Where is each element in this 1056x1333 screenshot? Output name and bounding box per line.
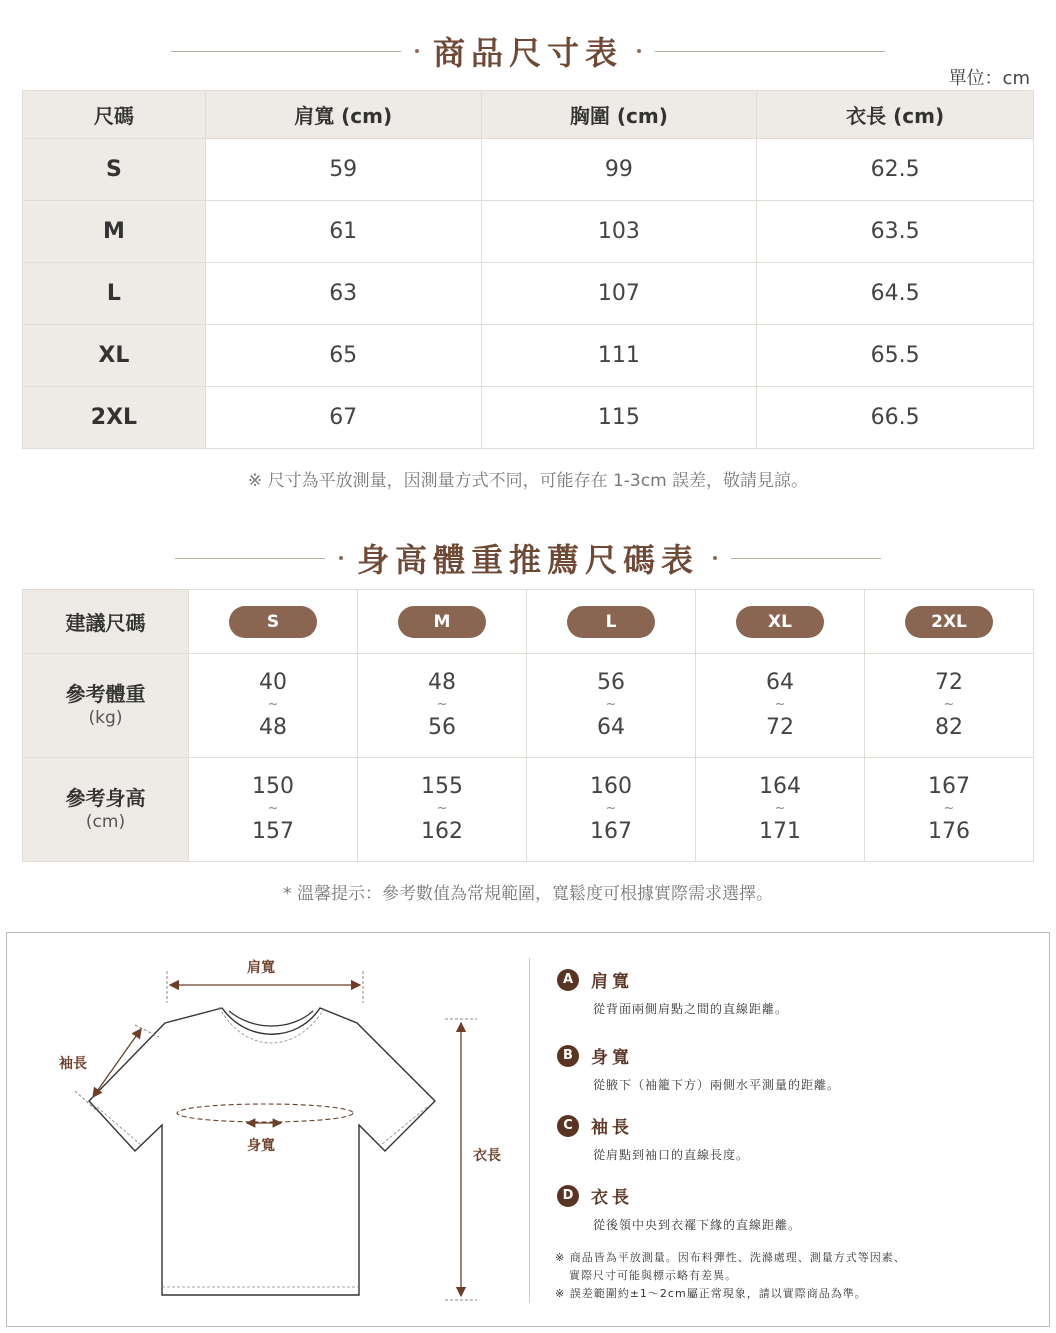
fine-print-line: 實際尺寸可能與標示略有差異。 [569, 1269, 737, 1282]
measure-name: 身寬 [591, 1048, 633, 1068]
height-label-cell [23, 758, 189, 862]
recommend-chart-title: 身高體重推薦尺碼表 [356, 541, 699, 579]
fine-print-line: ※ 誤差範圍約±1～2cm屬正常現象，請以實際商品為準。 [555, 1287, 867, 1300]
range-max: 56 [428, 715, 456, 740]
range-tilde: ~ [267, 697, 279, 712]
range-max: 82 [935, 715, 963, 740]
table-row [23, 387, 1034, 449]
label-sleeve: 袖長 [59, 1056, 87, 1072]
height-range [527, 758, 696, 862]
size-chart-title: 商品尺寸表 [432, 34, 623, 72]
header-size: 尺碼 [23, 91, 206, 139]
height-range [696, 758, 865, 862]
diagram-divider [529, 958, 530, 1303]
cell-shoulder: 65 [205, 325, 481, 387]
size-table [22, 90, 1034, 449]
cell-shoulder: 61 [205, 201, 481, 263]
size-cell [527, 590, 696, 654]
range-max: 48 [259, 715, 287, 740]
cell-shoulder: 59 [205, 139, 481, 201]
range-tilde: ~ [267, 801, 279, 816]
table-row [23, 263, 1034, 325]
measure-desc: 從腋下（袖籠下方）兩側水平測量的距離。 [593, 1078, 841, 1092]
size-pill-l: L [567, 606, 655, 638]
cell-shoulder: 63 [205, 263, 481, 325]
title-dot-left [415, 49, 419, 53]
label-chest: 身寬 [247, 1138, 275, 1154]
measure-name: 肩寬 [591, 972, 633, 992]
cell-chest: 111 [481, 325, 757, 387]
range-max: 72 [766, 715, 794, 740]
weight-label: 參考體重 [65, 682, 146, 706]
range-max: 64 [597, 715, 625, 740]
weight-unit: (kg) [88, 708, 123, 728]
weight-range [527, 654, 696, 758]
range-min: 64 [766, 670, 794, 695]
tshirt-collar [229, 1011, 313, 1026]
size-pill-2xl: 2XL [905, 606, 993, 638]
cell-length: 64.5 [757, 263, 1034, 325]
range-max: 167 [590, 819, 632, 844]
title-rule-right [655, 51, 885, 52]
size-pill-s: S [229, 606, 317, 638]
sleeve-guide-top [135, 1025, 159, 1037]
height-row [23, 758, 1034, 862]
range-tilde: ~ [436, 801, 448, 816]
weight-label-cell [23, 654, 189, 758]
table-row [23, 325, 1034, 387]
title-dot-right [637, 49, 641, 53]
badge-a: A [557, 969, 579, 991]
measure-head [557, 1043, 997, 1068]
cell-chest: 107 [481, 263, 757, 325]
range-tilde: ~ [774, 697, 786, 712]
measure-head [557, 1113, 997, 1138]
cell-chest: 99 [481, 139, 757, 201]
range-tilde: ~ [605, 801, 617, 816]
label-shoulder: 肩寬 [247, 960, 275, 976]
row-size: S [23, 139, 206, 201]
range-min: 160 [590, 774, 632, 799]
range-min: 164 [759, 774, 801, 799]
title-rule-left [175, 558, 325, 559]
title-dot-left [339, 556, 343, 560]
measure-item-length [557, 1183, 997, 1233]
range-min: 150 [252, 774, 294, 799]
table-row [23, 139, 1034, 201]
title-dot-right [713, 556, 717, 560]
range-max: 171 [759, 819, 801, 844]
size-chart-title-row [0, 28, 1056, 74]
size-pill-xl: XL [736, 606, 824, 638]
measure-head [557, 1183, 997, 1208]
recommend-size-label: 建議尺碼 [23, 590, 189, 654]
size-cell [696, 590, 865, 654]
size-table-header [23, 91, 1034, 139]
title-rule-left [171, 51, 401, 52]
range-max: 162 [421, 819, 463, 844]
recommend-chart-title-row [0, 535, 1056, 581]
height-unit: (cm) [85, 812, 126, 832]
badge-d: D [557, 1185, 579, 1207]
row-size: M [23, 201, 206, 263]
size-chart-note: ※ 尺寸為平放測量，因測量方式不同，可能存在 1-3cm 誤差，敬請見諒。 [247, 471, 809, 491]
weight-range [865, 654, 1034, 758]
row-size: 2XL [23, 387, 206, 449]
cell-chest: 115 [481, 387, 757, 449]
range-tilde: ~ [774, 801, 786, 816]
size-cell [189, 590, 358, 654]
range-max: 176 [928, 819, 970, 844]
weight-range [358, 654, 527, 758]
range-min: 167 [928, 774, 970, 799]
unit-label: 單位：cm [948, 68, 1030, 89]
measure-name: 袖長 [591, 1118, 633, 1138]
range-min: 48 [428, 670, 456, 695]
range-tilde: ~ [943, 697, 955, 712]
range-max: 157 [252, 819, 294, 844]
cell-length: 66.5 [757, 387, 1034, 449]
cell-length: 65.5 [757, 325, 1034, 387]
tshirt-diagram [7, 933, 529, 1328]
range-min: 40 [259, 670, 287, 695]
measure-item-sleeve [557, 1113, 997, 1163]
range-tilde: ~ [605, 697, 617, 712]
badge-c: C [557, 1115, 579, 1137]
cell-length: 63.5 [757, 201, 1034, 263]
table-row [23, 201, 1034, 263]
weight-range [696, 654, 865, 758]
row-size: L [23, 263, 206, 325]
measure-desc: 從後領中央到衣襬下緣的直線距離。 [593, 1218, 802, 1232]
measurement-diagram [6, 932, 1050, 1327]
badge-b: B [557, 1045, 579, 1067]
recommend-size-row [23, 590, 1034, 654]
height-range [189, 758, 358, 862]
recommend-chart-note: * 溫馨提示：參考數值為常規範圍，寬鬆度可根據實際需求選擇。 [283, 884, 773, 904]
fine-print-line: ※ 商品皆為平放測量。因布料彈性、洗滌處理、測量方式等因素、 [555, 1251, 906, 1264]
range-tilde: ~ [436, 697, 448, 712]
size-cell [358, 590, 527, 654]
range-tilde: ~ [943, 801, 955, 816]
title-rule-right [731, 558, 881, 559]
size-pill-m: M [398, 606, 486, 638]
cell-shoulder: 67 [205, 387, 481, 449]
range-min: 56 [597, 670, 625, 695]
measure-desc: 從背面兩側肩點之間的直線距離。 [593, 1002, 789, 1016]
weight-row [23, 654, 1034, 758]
height-range [865, 758, 1034, 862]
header-shoulder: 肩寬 (cm) [205, 91, 481, 139]
label-length: 衣長 [473, 1148, 501, 1164]
cell-chest: 103 [481, 201, 757, 263]
height-range [358, 758, 527, 862]
row-size: XL [23, 325, 206, 387]
size-cell [865, 590, 1034, 654]
range-min: 72 [935, 670, 963, 695]
measure-desc: 從肩點到袖口的直線長度。 [593, 1148, 750, 1162]
range-min: 155 [421, 774, 463, 799]
cell-length: 62.5 [757, 139, 1034, 201]
height-label: 參考身高 [65, 786, 146, 810]
measure-head [557, 967, 997, 992]
weight-range [189, 654, 358, 758]
recommend-table [22, 589, 1034, 862]
header-length: 衣長 (cm) [757, 91, 1034, 139]
header-chest: 胸圍 (cm) [481, 91, 757, 139]
measure-item-chest [557, 1043, 997, 1093]
measure-name: 衣長 [591, 1188, 633, 1208]
measure-item-shoulder [557, 967, 997, 1017]
